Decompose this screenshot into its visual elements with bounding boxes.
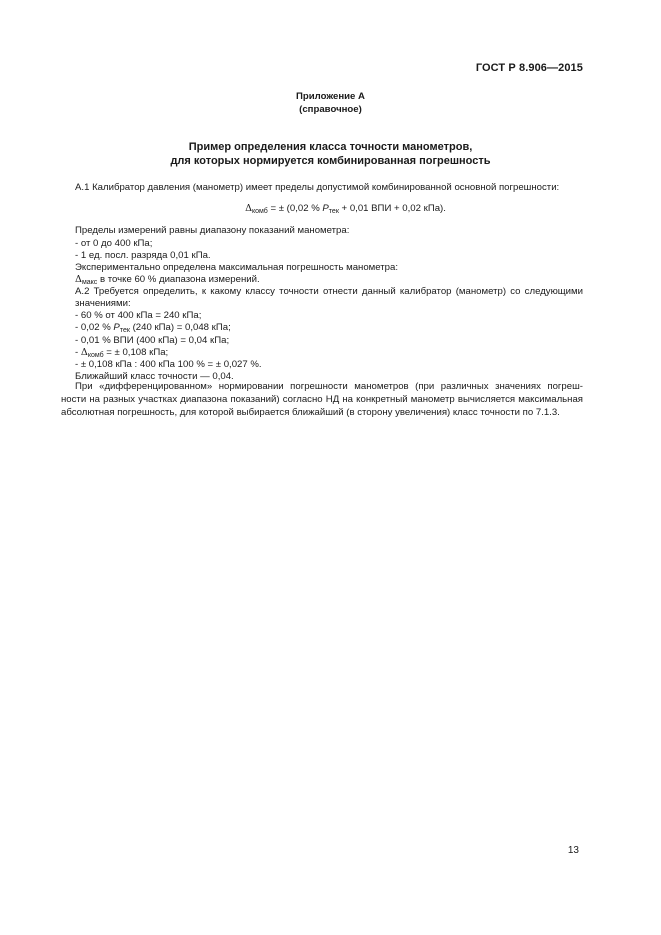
calc2-post: (240 кПа) = 0,048 кПа; — [129, 322, 231, 333]
page-number: 13 — [567, 845, 579, 856]
calc4-post: = ± 0,108 кПа; — [103, 347, 169, 358]
ranges-intro: Пределы измерений равны диапазону показаний манометра: — [75, 225, 350, 236]
paragraph-a1: А.1 Калибратор давления (манометр) имеет пределы допустимой комбинированной основной погрешности: — [75, 182, 560, 193]
diff-line-1: При «дифференцированном» нормировании погрешности манометров (при различных значениях погреш- — [75, 381, 583, 392]
paragraph-differentiated — [75, 380, 583, 393]
formula-part2: + 0,01 ВПИ + 0,02 кПа). — [338, 203, 446, 214]
calc2-pre: - 0,02 % — [75, 322, 114, 333]
formula-combined-error — [15, 203, 661, 214]
calc-item-4 — [75, 347, 168, 358]
paragraph-a2 — [75, 285, 583, 298]
max-error-line — [75, 274, 260, 285]
max-error-text: в точке 60 % диапазона измерений. — [97, 274, 260, 285]
appendix-title: Приложение А — [296, 91, 365, 102]
diff-line-2: ности на разных участках диапазона показаний) согласно НД на конкретный манометр вычисляется максимальная — [61, 394, 583, 405]
formula-part1: = ± (0,02 % — [267, 203, 323, 214]
range-item-1: - от 0 до 400 кПа; — [75, 238, 153, 249]
a2-line-2: значениями: — [75, 298, 131, 309]
calc2-sub: тек — [119, 327, 130, 334]
diff-line-3: абсолютная погрешность, для которой выбирается ближайший (в сторону увеличения) класс точности по 7.1.3. — [61, 407, 560, 418]
max-error-intro: Экспериментально определена максимальная погрешность манометра: — [75, 262, 399, 273]
delta-symbol: Δ — [80, 347, 88, 358]
range-item-2: - 1 ед. посл. разряда 0,01 кПа. — [75, 250, 211, 261]
calc2-p: P — [113, 322, 120, 333]
delta-symbol: Δ — [75, 274, 82, 285]
formula-p-subscript: тек — [328, 208, 339, 215]
a2-line-1: А.2 Требуется определить, к какому классу точности отнести данный калибратор (манометр) со следующими — [75, 286, 583, 297]
calc-item-5: - ± 0,108 кПа : 400 кПа 100 % = ± 0,027 %. — [75, 359, 262, 370]
calc4-pre: - — [75, 347, 81, 358]
calc-item-2 — [75, 322, 231, 333]
section-title-line1: Пример определения класса точности манометров, — [188, 141, 473, 153]
formula-p: P — [322, 203, 329, 214]
section-title-line2: для которых нормируется комбинированная погрешность — [170, 155, 491, 167]
max-subscript: макс — [81, 279, 98, 286]
paragraph-differentiated-cont — [61, 393, 583, 419]
calc4-sub: комб — [87, 352, 104, 359]
calc-item-1: - 60 % от 400 кПа = 240 кПа; — [75, 310, 202, 321]
formula-delta-subscript: комб — [252, 208, 268, 215]
delta-symbol: Δ — [245, 203, 253, 214]
appendix-kind: (справочное) — [299, 104, 362, 115]
nearest-class: Ближайший класс точности — 0,04. — [75, 371, 234, 382]
standard-number: ГОСТ Р 8.906—2015 — [475, 62, 583, 74]
calc-item-3: - 0,01 % ВПИ (400 кПа) = 0,04 кПа; — [75, 335, 230, 346]
